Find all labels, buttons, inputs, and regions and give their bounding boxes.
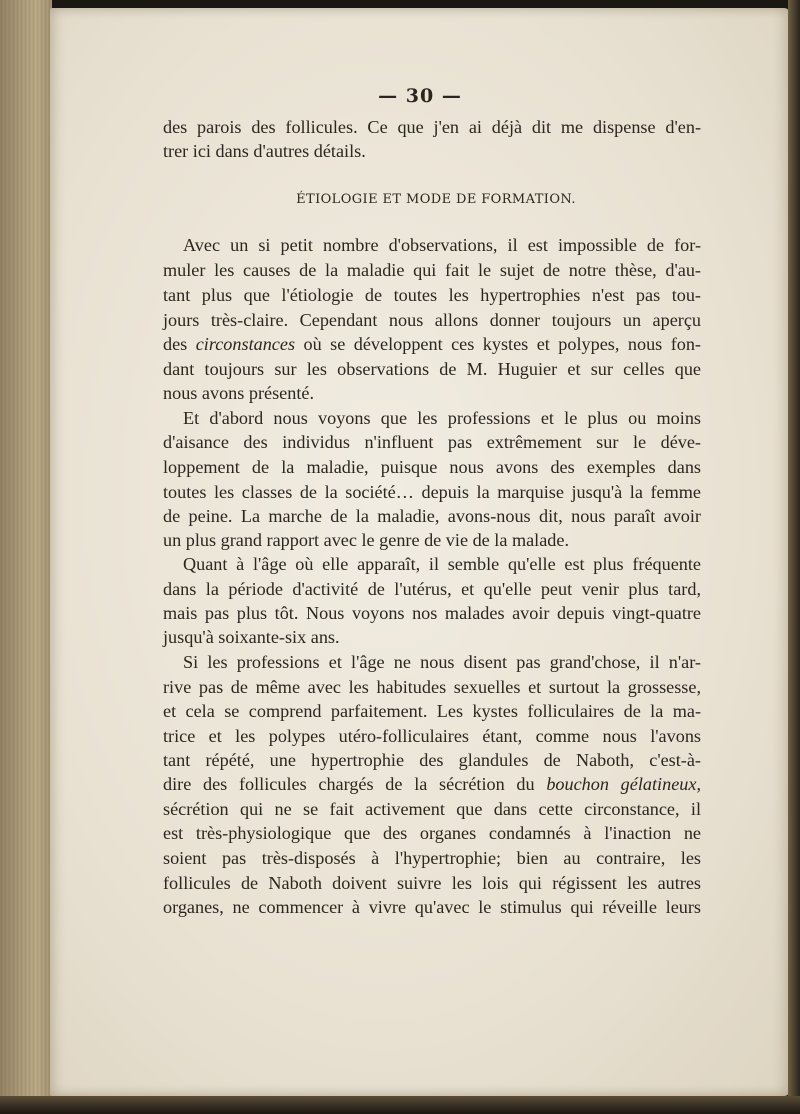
text-line: tant plus que l'étiologie de toutes les hypertrophies n'est pas tou- xyxy=(163,285,701,305)
text-line: trice et les polypes utéro-folliculaires étant, comme nous l'avons xyxy=(163,726,701,746)
text-line: jusqu'à soixante-six ans. xyxy=(163,627,340,647)
book-cover-edge-right xyxy=(788,0,800,1114)
text-line: sécrétion qui ne se fait activement que dans cette circonstance, il xyxy=(163,799,701,819)
text-line: Et d'abord nous voyons que les professions et le plus ou moins xyxy=(183,408,701,428)
text-line: follicules de Naboth doivent suivre les lois qui régissent les autres xyxy=(163,873,701,893)
text-line: dant toujours sur les observations de M. Huguier et sur celles que xyxy=(163,359,701,379)
text-span: dire des follicules chargés de la sécrétion du xyxy=(163,774,547,794)
text-span: des xyxy=(163,334,196,354)
text-line xyxy=(163,332,701,356)
text-line: est très-physiologique que des organes condamnés à l'inaction ne xyxy=(163,823,701,843)
text-line: toutes les classes de la société… depuis la marquise jusqu'à la femme xyxy=(163,482,701,502)
text-span: où se développent ces kystes et polypes, nous fon- xyxy=(295,334,701,354)
text-line: rive pas de même avec les habitudes sexuelles et surtout la grossesse, xyxy=(163,677,701,697)
text-line: muler les causes de la maladie qui fait le sujet de notre thèse, d'au- xyxy=(163,260,701,280)
text-line: Avec un si petit nombre d'observations, il est impossible de for- xyxy=(183,235,701,255)
text-line: Quant à l'âge où elle apparaît, il semble qu'elle est plus fréquente xyxy=(183,554,701,574)
text-line: loppement de la maladie, puisque nous avons des exemples dans xyxy=(163,457,701,477)
text-line xyxy=(163,772,701,796)
book-cover-edge-bottom xyxy=(0,1096,800,1114)
text-line: mais pas plus tôt. Nous voyons nos malades avoir depuis vingt-quatre xyxy=(163,603,701,623)
text-line: jours très-claire. Cependant nous allons donner toujours un aperçu xyxy=(163,310,701,330)
text-line: trer ici dans d'autres détails. xyxy=(163,141,366,161)
text-line: dans la période d'activité de l'utérus, et qu'elle peut venir plus tard, xyxy=(163,579,701,599)
italic-text: bouchon gélatineux xyxy=(546,774,697,794)
text-line: d'aisance des individus n'influent pas extrêmement sur le déve- xyxy=(163,432,701,452)
page-number: — 30 — xyxy=(378,85,462,107)
text-line: un plus grand rapport avec le genre de vie de la malade. xyxy=(163,530,570,550)
book-edge-shadow xyxy=(0,0,52,1114)
text-line: de peine. La marche de la maladie, avons-nous dit, nous paraît avoir xyxy=(163,506,701,526)
section-heading: ÉTIOLOGIE ET MODE DE FORMATION. xyxy=(296,192,576,207)
text-line: et cela se comprend parfaitement. Les kystes folliculaires de la ma- xyxy=(163,701,701,721)
text-span: , xyxy=(696,774,701,794)
text-line: tant répété, une hypertrophie des glandules de Naboth, c'est-à- xyxy=(163,750,701,770)
text-line: Si les professions et l'âge ne nous disent pas grand'chose, il n'ar- xyxy=(183,652,701,672)
text-line: organes, ne commencer à vivre qu'avec le stimulus qui réveille leurs xyxy=(163,897,701,917)
italic-text: circonstances xyxy=(195,334,296,354)
text-line: nous avons présenté. xyxy=(163,383,315,403)
text-line: des parois des follicules. Ce que j'en ai déjà dit me dispense d'en- xyxy=(163,117,701,137)
text-line: soient pas très-disposés à l'hypertrophie; bien au contraire, les xyxy=(163,848,701,868)
